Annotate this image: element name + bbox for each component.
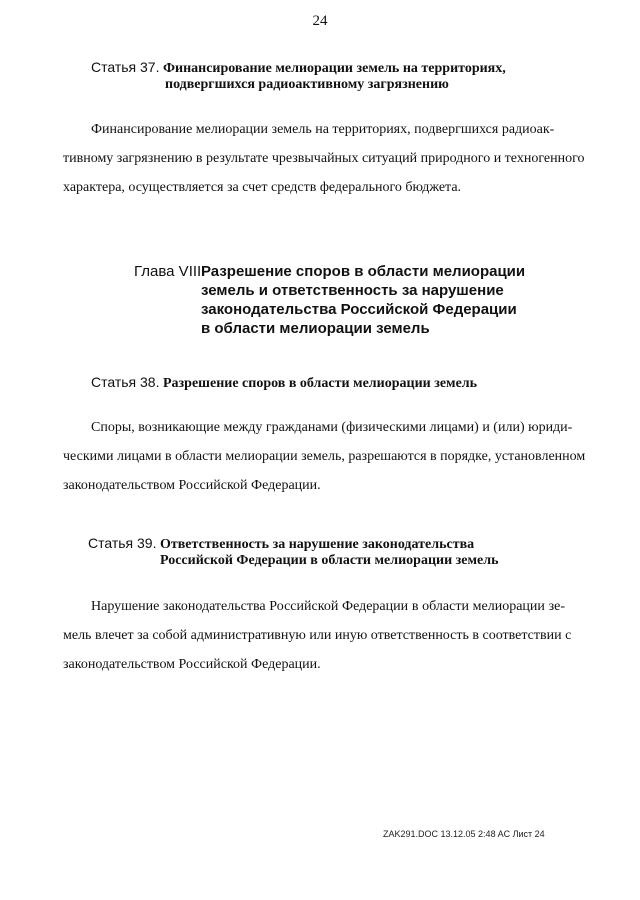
chapter-8-label: Глава VIII.: [134, 263, 206, 280]
article-38-text-line3: законодательством Российской Федерации.: [63, 478, 321, 493]
article-38-label: Статья 38.: [91, 374, 160, 390]
article-39-title-line2: Российской Федерации в области мелиорации земель: [160, 553, 499, 568]
article-37-label: Статья 37.: [91, 59, 160, 75]
article-37-text-line2: тивному загрязнению в результате чрезвычайных ситуаций природного и техногенного: [63, 151, 585, 166]
article-39-text-line2: мель влечет за собой административную или иную ответственность в соответствии с: [63, 628, 572, 643]
article-37-text-line3: характера, осуществляется за счет средств федерального бюджета.: [63, 180, 462, 195]
article-39-text-line1: Нарушение законодательства Российской Федерации в области мелиорации зе-: [91, 599, 565, 614]
article-38-heading: [91, 373, 477, 393]
chapter-8-title-line3: законодательства Российской Федерации: [201, 301, 517, 318]
article-37-title-line2: подвергшихся радиоактивному загрязнению: [165, 77, 449, 92]
chapter-8-title-line1: Разрешение споров в области мелиорации: [201, 263, 526, 280]
article-39-text-line3: законодательством Российской Федерации.: [63, 657, 321, 672]
page-number: 24: [312, 13, 328, 29]
article-37-heading: [91, 58, 506, 78]
article-39-heading: [88, 534, 474, 554]
article-38-title: Разрешение споров в области мелиорации земель: [162, 376, 478, 391]
article-39-label: Статья 39.: [88, 535, 157, 551]
chapter-8-title-line2: земель и ответственность за нарушение: [201, 282, 504, 299]
article-37-text-line1: Финансирование мелиорации земель на территориях, подвергшихся радиоак-: [91, 122, 555, 137]
article-38-text-line1: Споры, возникающие между гражданами (физическими лицами) и (или) юриди-: [91, 420, 573, 435]
chapter-8-title-line4: в области мелиорации земель: [201, 320, 430, 337]
article-37-title-line1: Финансирование мелиорации земель на территориях,: [162, 61, 506, 76]
article-38-text-line2: ческими лицами в области мелиорации земель, разрешаются в порядке, установленном: [63, 449, 586, 464]
document-footer: ZAK291.DOC 13.12.05 2:48 AC Лист 24: [383, 829, 545, 839]
article-39-title-line1: Ответственность за нарушение законодательства: [159, 537, 475, 552]
